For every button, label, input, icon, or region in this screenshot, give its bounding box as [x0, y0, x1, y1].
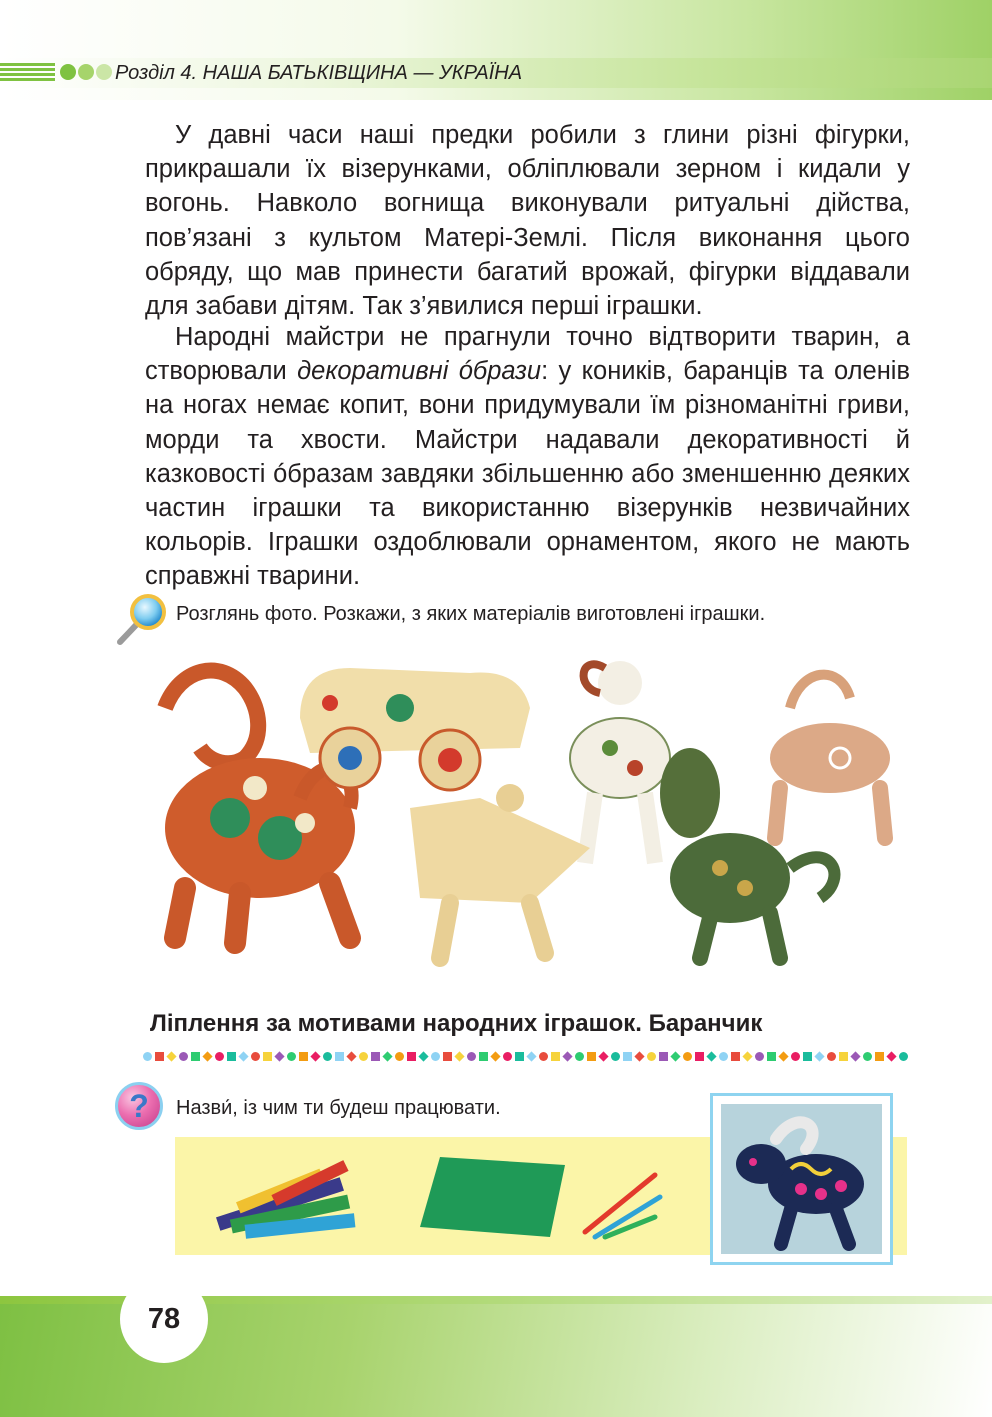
divider-dot — [490, 1051, 500, 1061]
paragraph-2-start: Народні майстри не прагнули точно відтворити тварин, а створювали — [145, 323, 910, 386]
divider-dot — [767, 1052, 776, 1061]
divider-dot — [719, 1052, 728, 1061]
divider-dot — [202, 1051, 212, 1061]
divider-dot — [299, 1052, 308, 1061]
task-look-at-photo: Розглянь фото. Розкажи, з яких матеріалів виготовлені іграшки. — [176, 603, 766, 625]
divider-dot — [238, 1051, 248, 1061]
stacks-tools-image — [585, 1175, 660, 1237]
divider-dot — [647, 1052, 656, 1061]
header-stripes — [0, 63, 55, 81]
divider-dot — [827, 1052, 836, 1061]
divider-dot — [251, 1052, 260, 1061]
divider-dot — [875, 1052, 884, 1061]
tools-images — [175, 1137, 705, 1255]
divider-dot — [263, 1052, 272, 1061]
task-name-materials: Назви́, із чим ти будеш працювати. — [176, 1097, 501, 1119]
divider-dot — [526, 1051, 536, 1061]
divider-dot — [227, 1052, 236, 1061]
divider-dot — [623, 1052, 632, 1061]
divider-dot — [407, 1052, 416, 1061]
divider-dot — [539, 1052, 548, 1061]
divider-dot — [382, 1051, 392, 1061]
divider-dot — [215, 1052, 224, 1061]
divider-dot — [431, 1052, 440, 1061]
divider-dot — [503, 1052, 512, 1061]
divider-dot — [706, 1051, 716, 1061]
header-dot — [96, 64, 112, 80]
modeling-board-image — [420, 1157, 565, 1237]
divider-dot — [359, 1052, 368, 1061]
divider-dot — [274, 1051, 284, 1061]
paragraph-2-end: : у коників, баранців та оленів на ногах немає копит, вони придумували їм різноманітні гриви, морди та хвости. Майстри надавали декоративності й казковості óбразам завдяки збільшенню або зменшенню деяких частин іграшки та використанню візерунків незвичайних кольорів. Іграшки оздоблювали орнаментом, якого не мають справжні тварини. — [145, 357, 910, 591]
divider-dot — [731, 1052, 740, 1061]
divider-dot — [778, 1051, 788, 1061]
decorative-dots-divider — [143, 1050, 908, 1062]
divider-dot — [839, 1052, 848, 1061]
paragraph-1 — [145, 118, 910, 323]
divider-dot — [515, 1052, 524, 1061]
divider-dot — [479, 1052, 488, 1061]
plasticine-image — [216, 1160, 355, 1239]
divider-dot — [467, 1052, 476, 1061]
divider-dot — [863, 1052, 872, 1061]
divider-dot — [803, 1052, 812, 1061]
divider-dot — [191, 1052, 200, 1061]
divider-dot — [634, 1051, 644, 1061]
divider-dot — [179, 1052, 188, 1061]
divider-dot — [323, 1052, 332, 1061]
paragraph-1-text: У давні часи наші предки робили з глини різні фігурки, прикрашали їх візерунками, обліплювали зерном і кидали у вогонь. Навколо вогнища виконували ритуальні дійства, пов’язані з культом Матері-Землі. Після виконання цього обряду, що мав принести багатий врожай, фігурки віддавали для забави дітям. Так з’явилися перші іграшки. — [145, 121, 910, 321]
question-icon: ? — [115, 1082, 163, 1130]
magnifier-icon — [114, 592, 170, 648]
lamb-toy-photo-frame — [710, 1093, 893, 1265]
divider-dot — [587, 1052, 596, 1061]
divider-dot — [454, 1051, 464, 1061]
divider-dot — [310, 1051, 320, 1061]
clay-deer-image — [770, 675, 890, 838]
divider-dot — [371, 1052, 380, 1061]
folk-toys-photo — [150, 648, 910, 978]
divider-dot — [683, 1052, 692, 1061]
page-number: 78 — [120, 1275, 208, 1363]
divider-dot — [598, 1051, 608, 1061]
divider-dot — [850, 1051, 860, 1061]
divider-dot — [155, 1052, 164, 1061]
lamb-toy-image — [721, 1104, 882, 1254]
divider-dot — [742, 1051, 752, 1061]
emphasis-term: декоративні óбрази — [297, 357, 542, 386]
divider-dot — [287, 1052, 296, 1061]
divider-dot — [791, 1052, 800, 1061]
divider-dot — [166, 1051, 176, 1061]
chapter-title: Розділ 4. НАША БАТЬКІВЩИНА — УКРАЇНА — [115, 62, 523, 84]
divider-dot — [670, 1051, 680, 1061]
divider-dot — [443, 1052, 452, 1061]
divider-dot — [886, 1051, 896, 1061]
divider-dot — [695, 1052, 704, 1061]
divider-dot — [346, 1051, 356, 1061]
divider-dot — [659, 1052, 668, 1061]
dough-figurine-image — [410, 784, 590, 958]
divider-dot — [418, 1051, 428, 1061]
divider-dot — [814, 1051, 824, 1061]
header-dot — [60, 64, 76, 80]
divider-dot — [899, 1052, 908, 1061]
divider-dot — [562, 1051, 572, 1061]
divider-dot — [575, 1052, 584, 1061]
divider-dot — [611, 1052, 620, 1061]
divider-dot — [395, 1052, 404, 1061]
header-dot — [78, 64, 94, 80]
lamb-toy-photo — [721, 1104, 882, 1254]
wooden-horse-image — [300, 668, 530, 790]
divider-dot — [335, 1052, 344, 1061]
paragraph-2 — [145, 320, 910, 594]
divider-dot — [551, 1052, 560, 1061]
divider-dot — [143, 1052, 152, 1061]
divider-dot — [755, 1052, 764, 1061]
ceramic-ram-image — [570, 661, 670, 863]
section-title: Ліплення за мотивами народних іграшок. Баранчик — [150, 1010, 763, 1037]
